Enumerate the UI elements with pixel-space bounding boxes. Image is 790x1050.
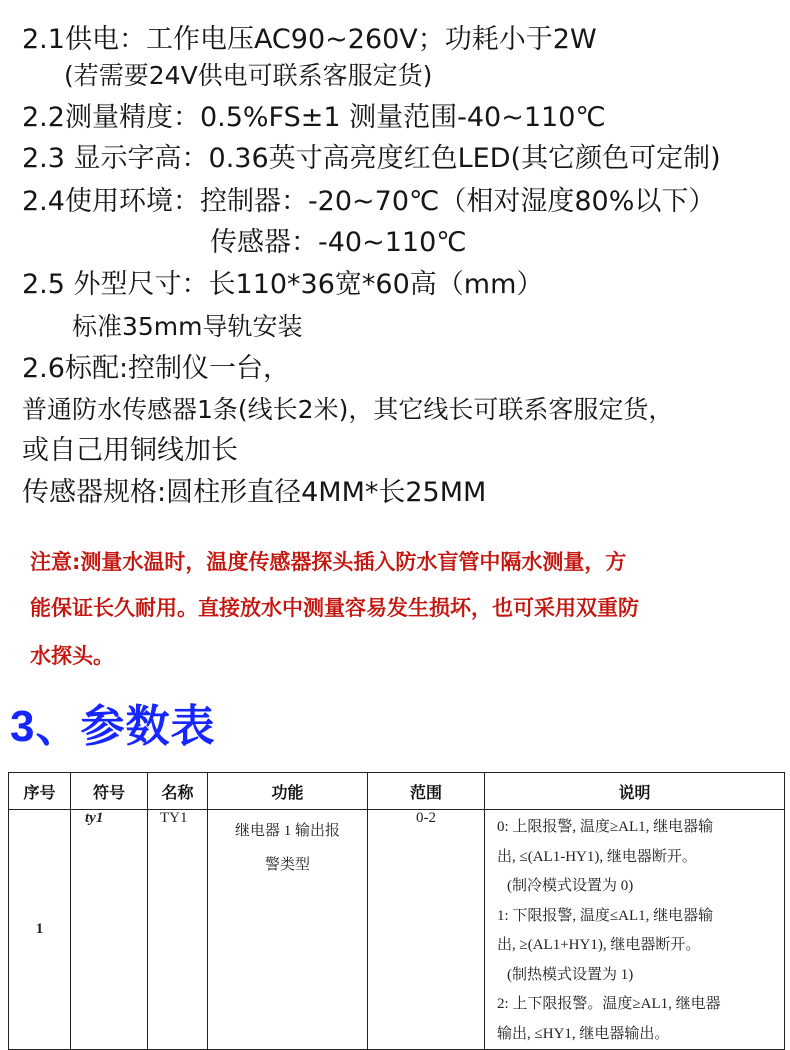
- row-range: 0-2: [368, 810, 485, 1050]
- warning-line-3: 水探头。: [30, 644, 114, 668]
- section-title: 3、参数表: [10, 702, 216, 751]
- spec-line-2-4-sensor: 传感器：-40~110℃: [210, 227, 467, 258]
- desc-line-2: 出, ≤(AL1-HY1), 继电器断开。: [497, 848, 697, 865]
- desc-line-8: 输出, ≤HY1, 继电器输出。: [497, 1025, 670, 1042]
- header-function: 功能: [208, 773, 368, 810]
- header-no: 序号: [9, 773, 71, 810]
- spec-line-2-1-note: (若需要24V供电可联系客服定货): [64, 61, 433, 90]
- spec-line-2-5: 2.5 外型尺寸：长110*36宽*60高（mm）: [22, 269, 544, 300]
- spec-line-2-4: 2.4使用环境：控制器：-20~70℃（相对湿度80%以下）: [22, 186, 716, 217]
- spec-line-2-5-mount: 标准35mm导轨安装: [72, 312, 303, 341]
- spec-line-extend: 或自己用铜线加长: [22, 435, 238, 466]
- spec-line-2-1: 2.1供电：工作电压AC90~260V；功耗小于2W: [22, 24, 597, 55]
- desc-line-5: 出, ≥(AL1+HY1), 继电器断开。: [497, 937, 701, 953]
- spec-line-sensor-cable: 普通防水传感器1条(线长2米)，其它线长可联系客服定货，: [22, 395, 674, 424]
- spec-line-sensor-size: 传感器规格:圆柱形直径4MM*长25MM: [22, 477, 487, 508]
- header-range: 范围: [368, 773, 485, 810]
- table-row: [9, 810, 785, 1050]
- function-line-2: 警类型: [264, 857, 310, 873]
- table-header-row: [9, 773, 785, 810]
- function-line-1: 继电器 1 输出报: [234, 823, 340, 839]
- header-symbol: 符号: [71, 773, 148, 810]
- row-symbol: ty1: [71, 810, 148, 1050]
- desc-line-3: (制冷模式设置为 0): [507, 878, 634, 894]
- warning-line-1: 注意:测量水温时，温度传感器探头插入防水盲管中隔水测量，方: [30, 550, 627, 574]
- desc-line-4: 1: 下限报警, 温度≤AL1, 继电器输: [497, 907, 714, 924]
- parameter-table: [8, 772, 785, 1050]
- desc-line-6: (制热模式设置为 1): [507, 966, 634, 983]
- row-number: 1: [9, 810, 71, 1050]
- spec-line-2-2: 2.2测量精度：0.5%FS±1 测量范围-40~110℃: [22, 102, 606, 133]
- desc-line-7: 2: 上下限报警。温度≥AL1, 继电器: [497, 996, 721, 1012]
- row-function: [208, 810, 368, 1050]
- row-name: TY1: [148, 810, 208, 1050]
- header-desc: 说明: [485, 773, 785, 810]
- desc-line-1: 0: 上限报警, 温度≥AL1, 继电器输: [497, 819, 714, 835]
- row-description: [485, 810, 785, 1050]
- header-name: 名称: [148, 773, 208, 810]
- spec-line-2-3: 2.3 显示字高：0.36英寸高亮度红色LED(其它颜色可定制): [22, 143, 721, 174]
- spec-line-2-6: 2.6标配:控制仪一台，: [22, 353, 291, 384]
- warning-line-2: 能保证长久耐用。直接放水中测量容易发生损坏，也可采用双重防: [30, 596, 639, 620]
